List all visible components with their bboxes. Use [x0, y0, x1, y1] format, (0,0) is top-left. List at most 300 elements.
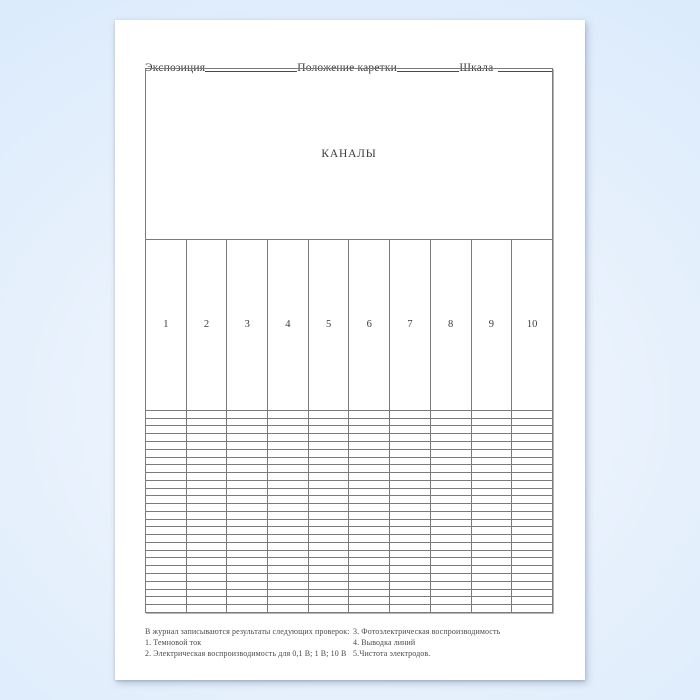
table-cell: [268, 574, 309, 582]
table-cell: [146, 488, 187, 496]
table-cell: [349, 442, 390, 450]
table-cell: [186, 488, 227, 496]
table-cell: [146, 442, 187, 450]
table-cell: [146, 426, 187, 434]
table-cell: [349, 597, 390, 605]
table-cell: [390, 442, 431, 450]
table-cell: [146, 480, 187, 488]
table-cell: [471, 442, 512, 450]
table-cell: [430, 418, 471, 426]
table-cell: [471, 535, 512, 543]
table-cell: [268, 511, 309, 519]
table-cell: [349, 589, 390, 597]
column-header: 6: [349, 239, 390, 410]
table-cell: [471, 418, 512, 426]
table-row: [146, 473, 553, 481]
table-cell: [512, 574, 553, 582]
table-cell: [390, 410, 431, 418]
table-cell: [146, 574, 187, 582]
table-cell: [471, 542, 512, 550]
table-cell: [430, 519, 471, 527]
table-cell: [308, 566, 349, 574]
table-cell: [268, 434, 309, 442]
column-header: 10: [512, 239, 553, 410]
table-cell: [512, 605, 553, 613]
table-cell: [471, 511, 512, 519]
table-cell: [430, 589, 471, 597]
table-cell: [186, 589, 227, 597]
table-cell: [349, 488, 390, 496]
table-cell: [512, 496, 553, 504]
table-cell: [430, 574, 471, 582]
channels-table: [145, 68, 553, 613]
table-cell: [430, 527, 471, 535]
table-cell: [268, 558, 309, 566]
table-cell: [390, 566, 431, 574]
table-cell: [471, 496, 512, 504]
table-cell: [430, 434, 471, 442]
table-cell: [308, 504, 349, 512]
table-cell: [430, 488, 471, 496]
table-cell: [146, 581, 187, 589]
table-cell: [227, 449, 268, 457]
table-cell: [390, 574, 431, 582]
table-cell: [430, 473, 471, 481]
table-cell: [349, 574, 390, 582]
table-row: [146, 442, 553, 450]
table-cell: [268, 418, 309, 426]
table-cell: [390, 511, 431, 519]
table-cell: [186, 581, 227, 589]
table-cell: [349, 519, 390, 527]
table-cell: [349, 535, 390, 543]
table-cell: [227, 535, 268, 543]
table-cell: [471, 558, 512, 566]
table-cell: [390, 558, 431, 566]
table-cell: [146, 589, 187, 597]
table-cell: [186, 442, 227, 450]
table-cell: [186, 535, 227, 543]
table-cell: [227, 574, 268, 582]
table-cell: [471, 574, 512, 582]
footnote-intro: В журнал записываются результаты следующих проверок:: [145, 627, 350, 636]
table-cell: [268, 504, 309, 512]
table-cell: [430, 605, 471, 613]
table-cell: [308, 442, 349, 450]
table-cell: [146, 519, 187, 527]
table-row: [146, 504, 553, 512]
table-cell: [227, 566, 268, 574]
scale-label: Шкала: [459, 62, 494, 74]
table-cell: [349, 550, 390, 558]
table-cell: [349, 504, 390, 512]
table-cell: [308, 449, 349, 457]
table-cell: [390, 597, 431, 605]
table-cell: [308, 434, 349, 442]
column-header: 4: [268, 239, 309, 410]
exposure-label: Экспозиция: [145, 62, 206, 74]
table-row: [146, 465, 553, 473]
table-cell: [268, 442, 309, 450]
table-cell: [308, 527, 349, 535]
table-cell: [349, 496, 390, 504]
table-body: [146, 410, 553, 612]
table-cell: [512, 535, 553, 543]
table-cell: [390, 418, 431, 426]
table-cell: [308, 410, 349, 418]
table-cell: [308, 418, 349, 426]
table-row: [146, 589, 553, 597]
table-cell: [146, 511, 187, 519]
table-cell: [186, 550, 227, 558]
table-cell: [227, 410, 268, 418]
table-cell: [512, 465, 553, 473]
column-header: 7: [390, 239, 431, 410]
table-row: [146, 566, 553, 574]
table-cell: [308, 488, 349, 496]
table-cell: [349, 465, 390, 473]
table-cell: [390, 605, 431, 613]
table-cell: [186, 473, 227, 481]
table-cell: [390, 519, 431, 527]
table-cell: [430, 504, 471, 512]
table-row: [146, 449, 553, 457]
table-row: [146, 426, 553, 434]
table-row: [146, 457, 553, 465]
table-cell: [227, 442, 268, 450]
table-cell: [308, 465, 349, 473]
table-cell: [390, 434, 431, 442]
table-cell: [268, 410, 309, 418]
table-cell: [227, 519, 268, 527]
table-cell: [471, 519, 512, 527]
table-row: [146, 597, 553, 605]
table-cell: [512, 511, 553, 519]
table-cell: [512, 558, 553, 566]
table-cell: [186, 457, 227, 465]
table-cell: [390, 504, 431, 512]
table-cell: [268, 581, 309, 589]
table-row: [146, 527, 553, 535]
table-cell: [471, 589, 512, 597]
table-cell: [512, 418, 553, 426]
footnote-item: 3. Фотоэлектрическая воспроизводимость: [353, 627, 501, 636]
table-cell: [268, 496, 309, 504]
table-cell: [227, 542, 268, 550]
table-cell: [390, 535, 431, 543]
table-cell: [390, 542, 431, 550]
table-row: [146, 542, 553, 550]
table-cell: [227, 457, 268, 465]
table-row: [146, 558, 553, 566]
table-cell: [186, 605, 227, 613]
table-row: [146, 605, 553, 613]
table-row: [146, 434, 553, 442]
table-cell: [430, 410, 471, 418]
table-cell: [186, 574, 227, 582]
table-cell: [430, 442, 471, 450]
table-cell: [186, 418, 227, 426]
table-cell: [512, 597, 553, 605]
table-cell: [268, 488, 309, 496]
table-cell: [227, 480, 268, 488]
table-cell: [268, 566, 309, 574]
table-cell: [390, 488, 431, 496]
table-cell: [308, 473, 349, 481]
table-cell: [512, 480, 553, 488]
table-cell: [227, 496, 268, 504]
table-cell: [349, 410, 390, 418]
table-cell: [268, 605, 309, 613]
table-cell: [430, 558, 471, 566]
table-cell: [308, 605, 349, 613]
table-cell: [430, 597, 471, 605]
table-cell: [146, 597, 187, 605]
table-cell: [186, 566, 227, 574]
table-cell: [430, 542, 471, 550]
table-cell: [146, 434, 187, 442]
table-cell: [268, 426, 309, 434]
column-header: 5: [308, 239, 349, 410]
footnote-item: 5.Чистота электродов.: [353, 649, 431, 658]
table-cell: [471, 465, 512, 473]
table-cell: [186, 426, 227, 434]
table-cell: [308, 581, 349, 589]
table-cell: [390, 550, 431, 558]
table-cell: [512, 488, 553, 496]
table-cell: [227, 504, 268, 512]
table-cell: [146, 605, 187, 613]
table-row: [146, 410, 553, 418]
table-cell: [471, 426, 512, 434]
table-cell: [227, 434, 268, 442]
table-cell: [146, 542, 187, 550]
table-cell: [268, 473, 309, 481]
table-cell: [390, 449, 431, 457]
table-cell: [471, 581, 512, 589]
table-cell: [349, 511, 390, 519]
table-row: [146, 488, 553, 496]
table-cell: [512, 527, 553, 535]
table-cell: [471, 605, 512, 613]
table-cell: [471, 597, 512, 605]
table-cell: [308, 519, 349, 527]
table-cell: [268, 550, 309, 558]
table-cell: [186, 519, 227, 527]
table-cell: [512, 426, 553, 434]
table-cell: [349, 473, 390, 481]
table-cell: [471, 527, 512, 535]
table-row: [146, 550, 553, 558]
table-cell: [186, 449, 227, 457]
table-cell: [268, 457, 309, 465]
table-cell: [471, 410, 512, 418]
table-cell: [146, 410, 187, 418]
table-cell: [430, 535, 471, 543]
table-cell: [268, 589, 309, 597]
table-cell: [471, 473, 512, 481]
table-cell: [146, 418, 187, 426]
table-cell: [227, 597, 268, 605]
table-cell: [471, 566, 512, 574]
table-cell: [186, 434, 227, 442]
table-cell: [390, 480, 431, 488]
column-header: 8: [430, 239, 471, 410]
table-cell: [186, 410, 227, 418]
table-cell: [186, 558, 227, 566]
table-cell: [146, 527, 187, 535]
table-cell: [390, 473, 431, 481]
table-cell: [308, 542, 349, 550]
table-cell: [146, 465, 187, 473]
table-cell: [268, 480, 309, 488]
table-cell: [390, 496, 431, 504]
table-cell: [227, 426, 268, 434]
table-row: [146, 511, 553, 519]
table-cell: [471, 457, 512, 465]
table-cell: [349, 457, 390, 465]
column-header: 1: [146, 239, 187, 410]
table-cell: [512, 504, 553, 512]
table-cell: [268, 527, 309, 535]
table-cell: [471, 504, 512, 512]
table-cell: [390, 426, 431, 434]
table-cell: [146, 504, 187, 512]
table-cell: [390, 457, 431, 465]
table-cell: [308, 535, 349, 543]
table-cell: [146, 566, 187, 574]
table-cell: [227, 527, 268, 535]
table-cell: [227, 605, 268, 613]
table-cell: [227, 550, 268, 558]
table-cell: [512, 519, 553, 527]
table-cell: [512, 589, 553, 597]
table-cell: [471, 488, 512, 496]
table-cell: [268, 465, 309, 473]
table-cell: [430, 511, 471, 519]
table-row: [146, 480, 553, 488]
table-cell: [390, 527, 431, 535]
footnote-left-list: [145, 637, 353, 659]
table-cell: [146, 449, 187, 457]
footnote-item: 4. Выводка линий: [353, 638, 416, 647]
table-cell: [308, 496, 349, 504]
table-cell: [186, 597, 227, 605]
table-cell: [227, 418, 268, 426]
table-cell: [349, 426, 390, 434]
table-cell: [349, 527, 390, 535]
table-row: [146, 519, 553, 527]
table-cell: [227, 473, 268, 481]
table-cell: [349, 434, 390, 442]
table-cell: [430, 465, 471, 473]
table-row: [146, 535, 553, 543]
carriage-position-label: Положение каретки: [297, 62, 398, 74]
table-cell: [471, 480, 512, 488]
table-cell: [512, 434, 553, 442]
table-cell: [430, 449, 471, 457]
column-header: 9: [471, 239, 512, 410]
table-row: [146, 574, 553, 582]
table-cell: [430, 581, 471, 589]
table-cell: [186, 504, 227, 512]
table-cell: [430, 550, 471, 558]
table-cell: [349, 449, 390, 457]
table-cell: [146, 535, 187, 543]
table-cell: [390, 581, 431, 589]
table-title-row: [146, 69, 553, 240]
footnote-item: 1. Темновой ток: [145, 638, 202, 647]
form-page: [115, 20, 585, 680]
table-cell: [268, 535, 309, 543]
table-cell: [308, 574, 349, 582]
table-cell: [471, 434, 512, 442]
table-cell: [227, 511, 268, 519]
table-cell: [227, 581, 268, 589]
table-cell: [349, 480, 390, 488]
table-cell: [268, 519, 309, 527]
table-cell: [227, 558, 268, 566]
table-cell: [308, 597, 349, 605]
table-cell: [146, 473, 187, 481]
footnote-left-column: [145, 626, 353, 659]
table-cell: [512, 542, 553, 550]
table-cell: [146, 558, 187, 566]
table-cell: [430, 480, 471, 488]
table-row: [146, 418, 553, 426]
table-cell: [349, 542, 390, 550]
table-cell: [308, 480, 349, 488]
table-cell: [308, 457, 349, 465]
table-cell: [268, 597, 309, 605]
column-header: 2: [186, 239, 227, 410]
table-cell: [349, 566, 390, 574]
table-cell: [512, 442, 553, 450]
table-row: [146, 496, 553, 504]
table-cell: [186, 496, 227, 504]
table-cell: [390, 465, 431, 473]
table-cell: [146, 457, 187, 465]
table-cell: [512, 410, 553, 418]
table-cell: [186, 480, 227, 488]
table-cell: [512, 457, 553, 465]
table-row: [146, 581, 553, 589]
table-cell: [390, 589, 431, 597]
table-cell: [430, 426, 471, 434]
table-cell: [512, 473, 553, 481]
table-cell: [227, 465, 268, 473]
table-cell: [268, 449, 309, 457]
table-title: КАНАЛЫ: [146, 69, 553, 240]
table-cell: [512, 550, 553, 558]
column-header-row: [146, 239, 553, 410]
table-cell: [227, 589, 268, 597]
table-cell: [308, 550, 349, 558]
table-cell: [430, 566, 471, 574]
table-cell: [349, 418, 390, 426]
table-cell: [186, 511, 227, 519]
table-cell: [349, 605, 390, 613]
table-cell: [349, 581, 390, 589]
table-cell: [512, 566, 553, 574]
footnotes: [145, 626, 565, 659]
footnote-right-column: [353, 626, 565, 659]
table-cell: [146, 496, 187, 504]
table-cell: [146, 550, 187, 558]
table-cell: [430, 457, 471, 465]
table-cell: [308, 511, 349, 519]
table-cell: [512, 449, 553, 457]
